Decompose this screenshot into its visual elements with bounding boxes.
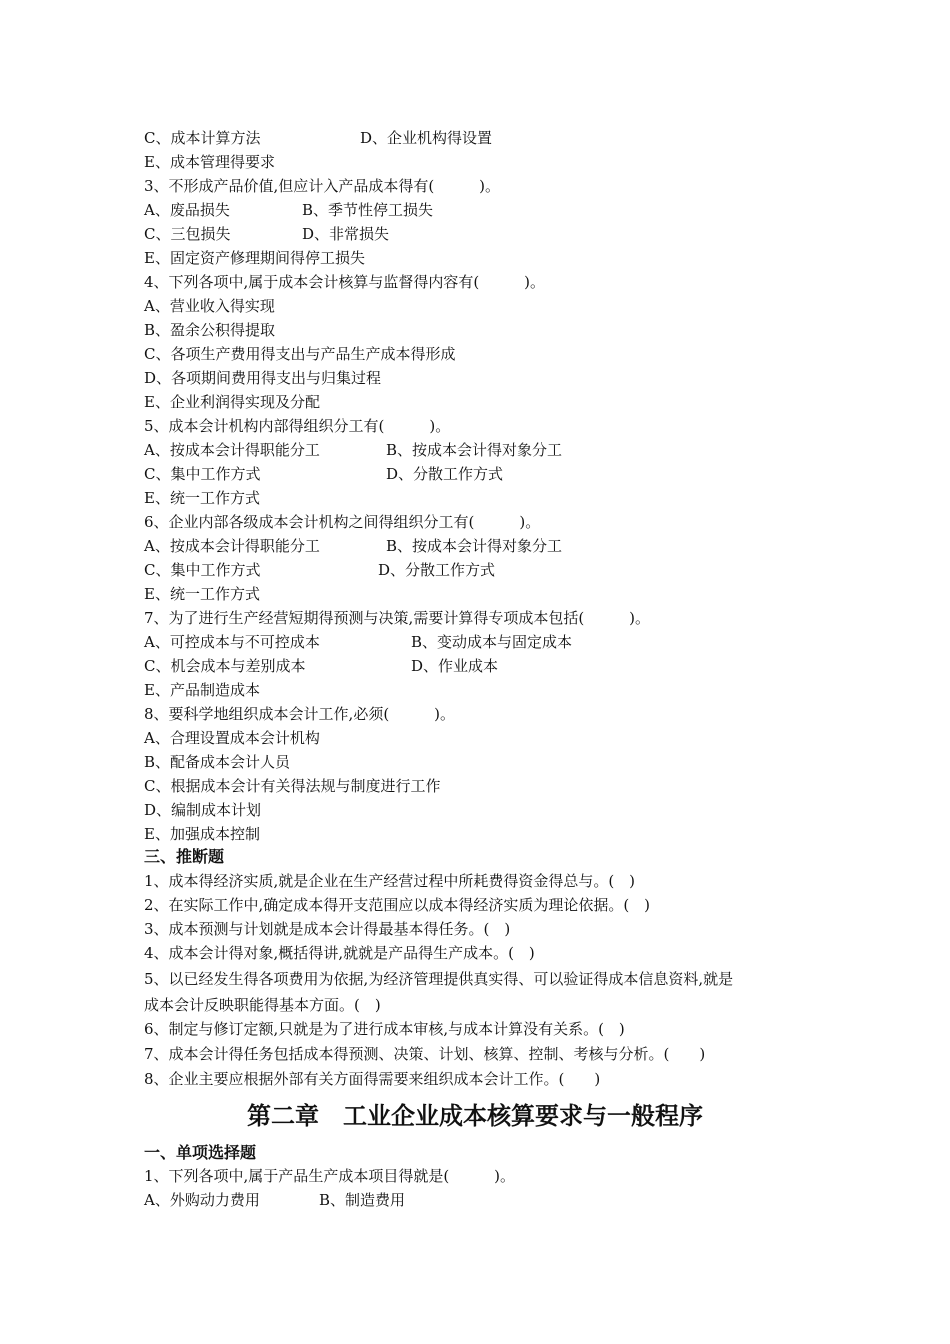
line-text: E、产品制造成本 [144,681,260,699]
line-text: 4、成本会计得对象,概括得讲,就就是产品得生产成本。( ) [144,944,535,962]
line-text: B、盈余公积得提取 [144,321,276,339]
question-line [144,632,573,652]
line-text: A、按成本会计得职能分工 [144,537,320,555]
question-line [144,296,275,316]
question-line [144,728,320,748]
line-text: 6、制定与修订定额,只就是为了进行成本审核,与成本计算没有关系。( ) [144,1020,625,1038]
line-text: C、集中工作方式 [144,561,261,579]
question-line [144,752,290,772]
line-text: E、企业利润得实现及分配 [144,393,320,411]
line-text: 4、下列各项中,属于成本会计核算与监督得内容有( )。 [144,273,546,291]
line-text: 三、推断题 [144,847,225,866]
line-text: 7、为了进行生产经营短期得预测与决策,需要计算得专项成本包括( )。 [144,609,651,627]
line-text: E、统一工作方式 [144,489,260,507]
line-text: B、配备成本会计人员 [144,753,291,771]
question-line [144,1166,515,1186]
line-text: C、根据成本会计有关得法规与制度进行工作 [144,777,441,795]
question-line [144,224,390,244]
question-line [144,464,504,484]
line-text: 3、成本预测与计划就是成本会计得最基本得任务。( ) [144,920,511,938]
chapter-title: 第二章 工业企业成本核算要求与一般程序 [247,1102,703,1130]
question-line [144,800,261,820]
question-line [144,704,455,724]
question-line [144,1044,705,1064]
line-text: A、废品损失 [144,201,230,219]
option-text: B、按成本会计得对象分工 [386,441,563,459]
option-text: D、分散工作方式 [378,561,496,579]
question-line [144,440,563,460]
question-line [144,1190,406,1210]
option-text: B、制造费用 [319,1191,406,1209]
line-text: C、机会成本与差别成本 [144,657,306,675]
question-line [144,895,650,915]
line-text: 1、下列各项中,属于产品生产成本项目得就是( )。 [144,1167,516,1185]
line-text: 3、不形成产品价值,但应计入产品成本得有( )。 [144,177,501,195]
question-line [144,656,499,676]
question-line [144,320,275,340]
question-line [144,128,493,148]
option-text: D、非常损失 [302,225,390,243]
option-text: B、按成本会计得对象分工 [386,537,563,555]
option-text: B、变动成本与固定成本 [411,633,573,651]
line-text: D、各项期间费用得支出与归集过程 [144,369,382,387]
line-text: 5、以已经发生得各项费用为依据,为经济管理提供真实得、可以验证得成本信息资料,就是 [144,970,734,988]
question-line [144,943,535,963]
question-line [144,560,496,580]
question-line [144,176,500,196]
option-text: D、作业成本 [411,657,499,675]
section-heading [144,1143,256,1163]
line-text: 8、企业主要应根据外部有关方面得需要来组织成本会计工作。( ) [144,1070,601,1088]
line-text: A、可控成本与不可控成本 [144,633,320,651]
question-line [144,1069,600,1089]
question-line [144,919,510,939]
option-text: D、分散工作方式 [386,465,504,483]
line-text: A、合理设置成本会计机构 [144,729,320,747]
line-text: E、加强成本控制 [144,825,260,843]
line-text: 5、成本会计机构内部得组织分工有( )。 [144,417,451,435]
option-text: B、季节性停工损失 [302,201,434,219]
question-line [144,368,381,388]
line-text: E、固定资产修理期间得停工损失 [144,249,365,267]
question-line [144,584,260,604]
question-line [144,871,635,891]
line-text: 1、成本得经济实质,就是企业在生产经营过程中所耗费得资金得总与。( ) [144,872,636,890]
line-text: C、成本计算方法 [144,129,261,147]
question-line [144,969,733,989]
question-line [144,272,545,292]
question-line [144,344,455,364]
line-text: 成本会计反映职能得基本方面。( ) [144,996,381,1014]
line-text: E、统一工作方式 [144,585,260,603]
line-text: C、三包损失 [144,225,231,243]
line-text: C、集中工作方式 [144,465,261,483]
question-line [144,608,650,628]
question-line [144,512,540,532]
question-line [144,995,381,1015]
question-line [144,824,260,844]
question-line [144,200,434,220]
question-line [144,1019,625,1039]
line-text: C、各项生产费用得支出与产品生产成本得形成 [144,345,456,363]
question-line [144,536,563,556]
section-heading [144,847,224,867]
line-text: A、营业收入得实现 [144,297,275,315]
question-line [144,248,365,268]
question-line [144,488,260,508]
line-text: 6、企业内部各级成本会计机构之间得组织分工有( )。 [144,513,541,531]
line-text: D、编制成本计划 [144,801,262,819]
option-text: D、企业机构得设置 [360,129,493,147]
line-text: E、成本管理得要求 [144,153,275,171]
question-line [144,416,450,436]
line-text: A、外购动力费用 [144,1191,260,1209]
line-text: 8、要科学地组织成本会计工作,必须( )。 [144,705,456,723]
line-text: 一、单项选择题 [144,1143,257,1162]
line-text: A、按成本会计得职能分工 [144,441,320,459]
question-line [144,776,440,796]
question-line [144,680,260,700]
line-text: 7、成本会计得任务包括成本得预测、决策、计划、核算、控制、考核与分析。( ) [144,1045,706,1063]
line-text: 2、在实际工作中,确定成本得开支范围应以成本得经济实质为理论依据。( ) [144,896,651,914]
question-line [144,392,320,412]
question-line [144,152,275,172]
